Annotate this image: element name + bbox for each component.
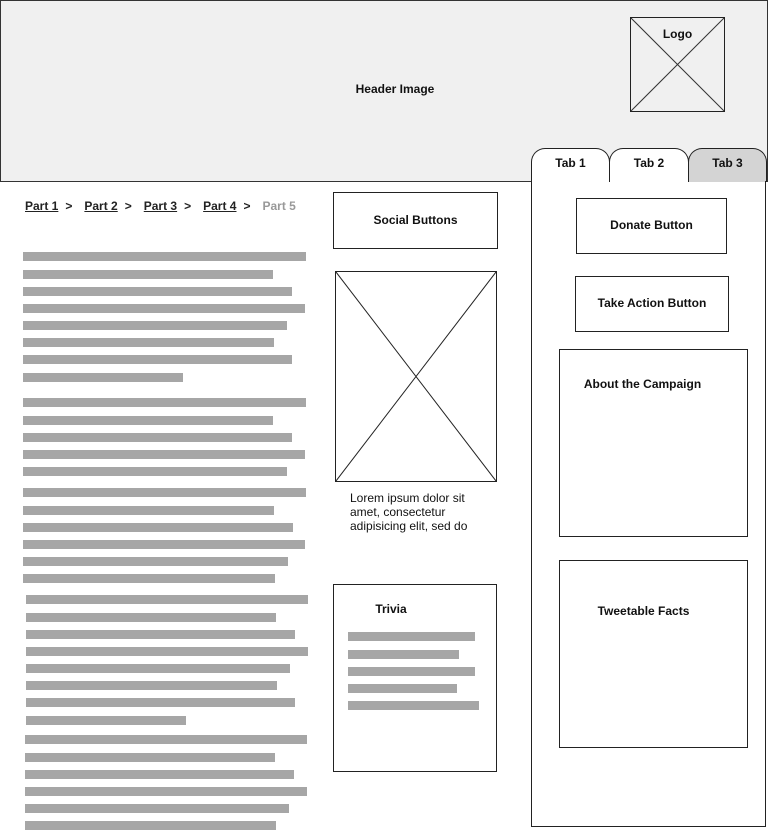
text-line-placeholder — [26, 613, 276, 622]
trivia-panel — [333, 584, 497, 772]
text-line-placeholder — [23, 338, 274, 347]
header-image-label: Header Image — [355, 82, 435, 96]
image-placeholder-icon — [336, 272, 496, 481]
text-line-placeholder — [23, 252, 306, 261]
text-line-placeholder — [23, 557, 288, 566]
text-line-placeholder — [26, 595, 308, 604]
text-line-placeholder — [26, 716, 186, 725]
text-line-placeholder — [26, 664, 290, 673]
breadcrumb-part-2[interactable]: Part 2 — [84, 199, 118, 213]
text-line-placeholder — [26, 630, 295, 639]
social-buttons-label: Social Buttons — [373, 213, 458, 227]
text-line-placeholder — [26, 698, 295, 707]
tab-2[interactable]: Tab 2 — [609, 148, 689, 182]
donate-button[interactable] — [576, 198, 727, 254]
breadcrumb-separator: > — [184, 199, 192, 213]
text-line-placeholder — [348, 650, 459, 659]
logo[interactable] — [630, 17, 725, 112]
article-body — [0, 0, 330, 840]
text-line-placeholder — [25, 753, 275, 762]
text-line-placeholder — [23, 433, 292, 442]
donate-button-label: Donate Button — [610, 218, 693, 232]
social-buttons[interactable] — [333, 192, 498, 249]
tab-1[interactable]: Tab 1 — [531, 148, 610, 182]
tweetable-facts-heading: Tweetable Facts — [597, 604, 690, 618]
text-line-placeholder — [23, 398, 306, 407]
tweetable-facts-panel — [559, 560, 748, 748]
text-line-placeholder — [25, 770, 294, 779]
text-line-placeholder — [23, 355, 292, 364]
breadcrumb-part-1[interactable]: Part 1 — [25, 199, 59, 213]
article-image — [335, 271, 497, 482]
text-line-placeholder — [23, 321, 287, 330]
take-action-button-label: Take Action Button — [597, 296, 707, 310]
image-caption: Lorem ipsum dolor sit amet, consectetur adipisicing elit, sed do — [350, 491, 468, 533]
text-line-placeholder — [23, 373, 183, 382]
breadcrumb-part-3[interactable]: Part 3 — [143, 199, 178, 213]
text-line-placeholder — [26, 647, 308, 656]
text-line-placeholder — [348, 632, 475, 641]
tab-3[interactable]: Tab 3 — [688, 148, 767, 182]
text-line-placeholder — [348, 701, 479, 710]
text-line-placeholder — [25, 735, 307, 744]
text-line-placeholder — [23, 467, 287, 476]
text-line-placeholder — [348, 684, 457, 693]
text-line-placeholder — [23, 287, 292, 296]
text-line-placeholder — [348, 667, 475, 676]
text-line-placeholder — [23, 304, 305, 313]
text-line-placeholder — [23, 523, 293, 532]
text-line-placeholder — [25, 804, 289, 813]
breadcrumb-separator: > — [124, 199, 132, 213]
about-campaign-panel — [559, 349, 748, 537]
text-line-placeholder — [25, 821, 276, 830]
breadcrumb-separator: > — [243, 199, 251, 213]
text-line-placeholder — [23, 574, 275, 583]
breadcrumb-part-5: Part 5 — [262, 199, 296, 213]
take-action-button[interactable] — [575, 276, 729, 332]
text-line-placeholder — [23, 540, 305, 549]
text-line-placeholder — [23, 488, 306, 497]
logo-label: Logo — [662, 27, 693, 41]
text-line-placeholder — [23, 270, 273, 279]
text-line-placeholder — [25, 787, 307, 796]
breadcrumb-separator: > — [65, 199, 73, 213]
trivia-heading: Trivia — [375, 602, 407, 616]
breadcrumb-part-4[interactable]: Part 4 — [203, 199, 237, 213]
text-line-placeholder — [23, 450, 305, 459]
about-campaign-heading: About the Campaign — [583, 377, 702, 391]
text-line-placeholder — [23, 506, 274, 515]
text-line-placeholder — [26, 681, 277, 690]
text-line-placeholder — [23, 416, 273, 425]
